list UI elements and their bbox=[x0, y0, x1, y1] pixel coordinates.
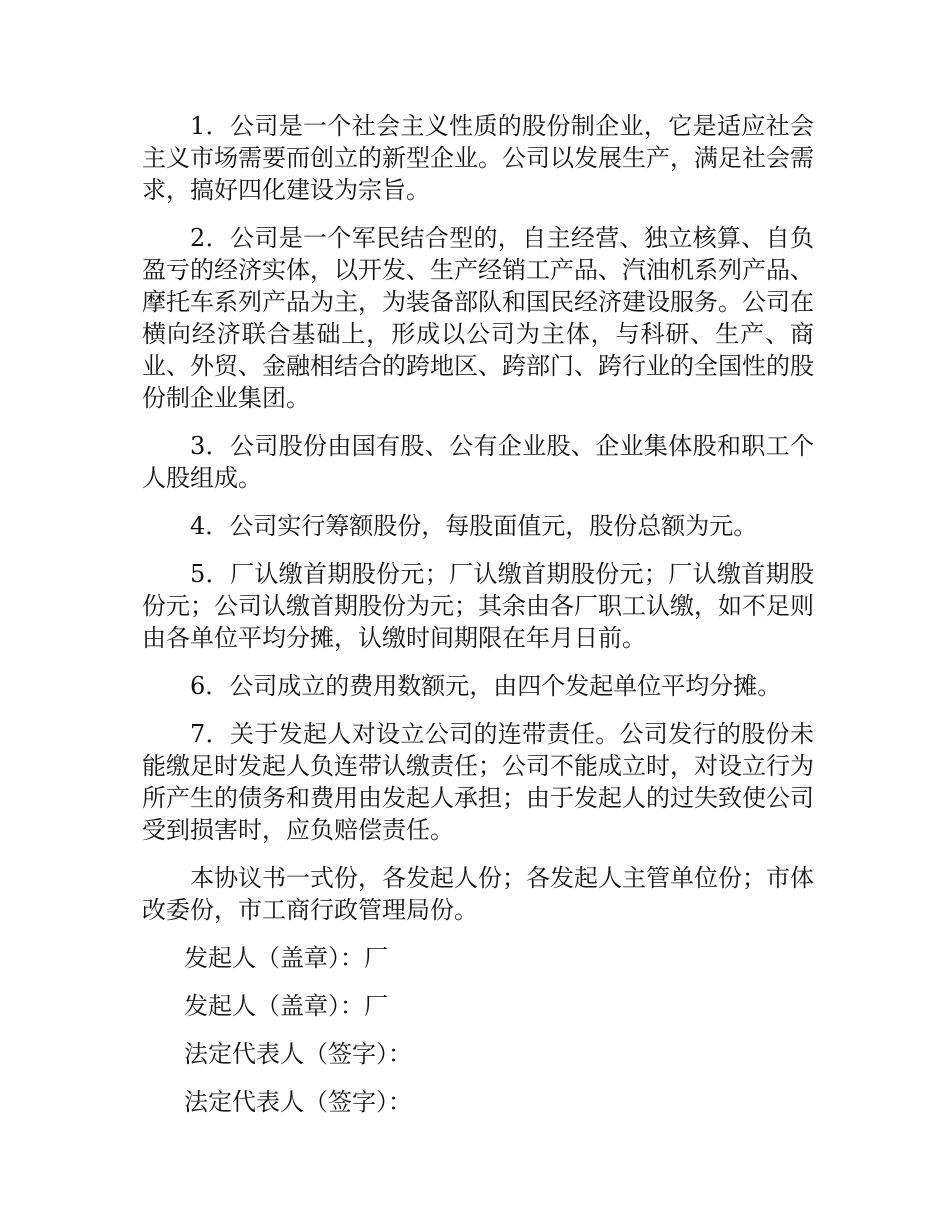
signature-line-legal-rep-2: 法定代表人（签字）： bbox=[184, 1088, 412, 1116]
clause-2: 2．公司是一个军民结合型的，自主经营、独立核算、自负盈亏的经济实体，以开发、生产经销工产品、汽油机系列产品、摩托车系列产品为主，为装备部队和国民经济建设服务。公司在横向经济联合基础上，形成以公司为主体，与科研、生产、商业、外贸、金融相结合的跨地区、跨部门、跨行业的全国性的股份制企业集团。 bbox=[142, 224, 814, 412]
clause-1: 1．公司是一个社会主义性质的股份制企业，它是适应社会主义市场需要而创立的新型企业。公司以发展生产，满足社会需求，搞好四化建设为宗旨。 bbox=[142, 112, 814, 204]
clause-6: 6．公司成立的费用数额元，由四个发起单位平均分摊。 bbox=[190, 672, 782, 700]
clause-5: 5．厂认缴首期股份元；厂认缴首期股份元；厂认缴首期股份元；公司认缴首期股份为元；其余由各厂职工认缴，如不足则由各单位平均分摊，认缴时间期限在年月日前。 bbox=[142, 560, 814, 652]
document-body bbox=[142, 110, 814, 1134]
clause-7: 7．关于发起人对设立公司的连带责任。公司发行的股份未能缴足时发起人负连带认缴责任；公司不能成立时，对设立行为所产生的债务和费用由发起人承担；由于发起人的过失致使公司受到损害时，应负赔偿责任。 bbox=[142, 720, 814, 844]
signature-line-founder-2: 发起人（盖章）：厂 bbox=[184, 992, 388, 1020]
signature-line-founder-1: 发起人（盖章）：厂 bbox=[184, 944, 388, 972]
clause-4: 4．公司实行筹额股份，每股面值元，股份总额为元。 bbox=[190, 512, 758, 540]
signature-line-legal-rep-1: 法定代表人（签字）： bbox=[184, 1040, 412, 1068]
copies-statement: 本协议书一式份，各发起人份；各发起人主管单位份；市体改委份，市工商行政管理局份。 bbox=[142, 864, 814, 924]
clause-3: 3．公司股份由国有股、公有企业股、企业集体股和职工个人股组成。 bbox=[142, 432, 814, 492]
